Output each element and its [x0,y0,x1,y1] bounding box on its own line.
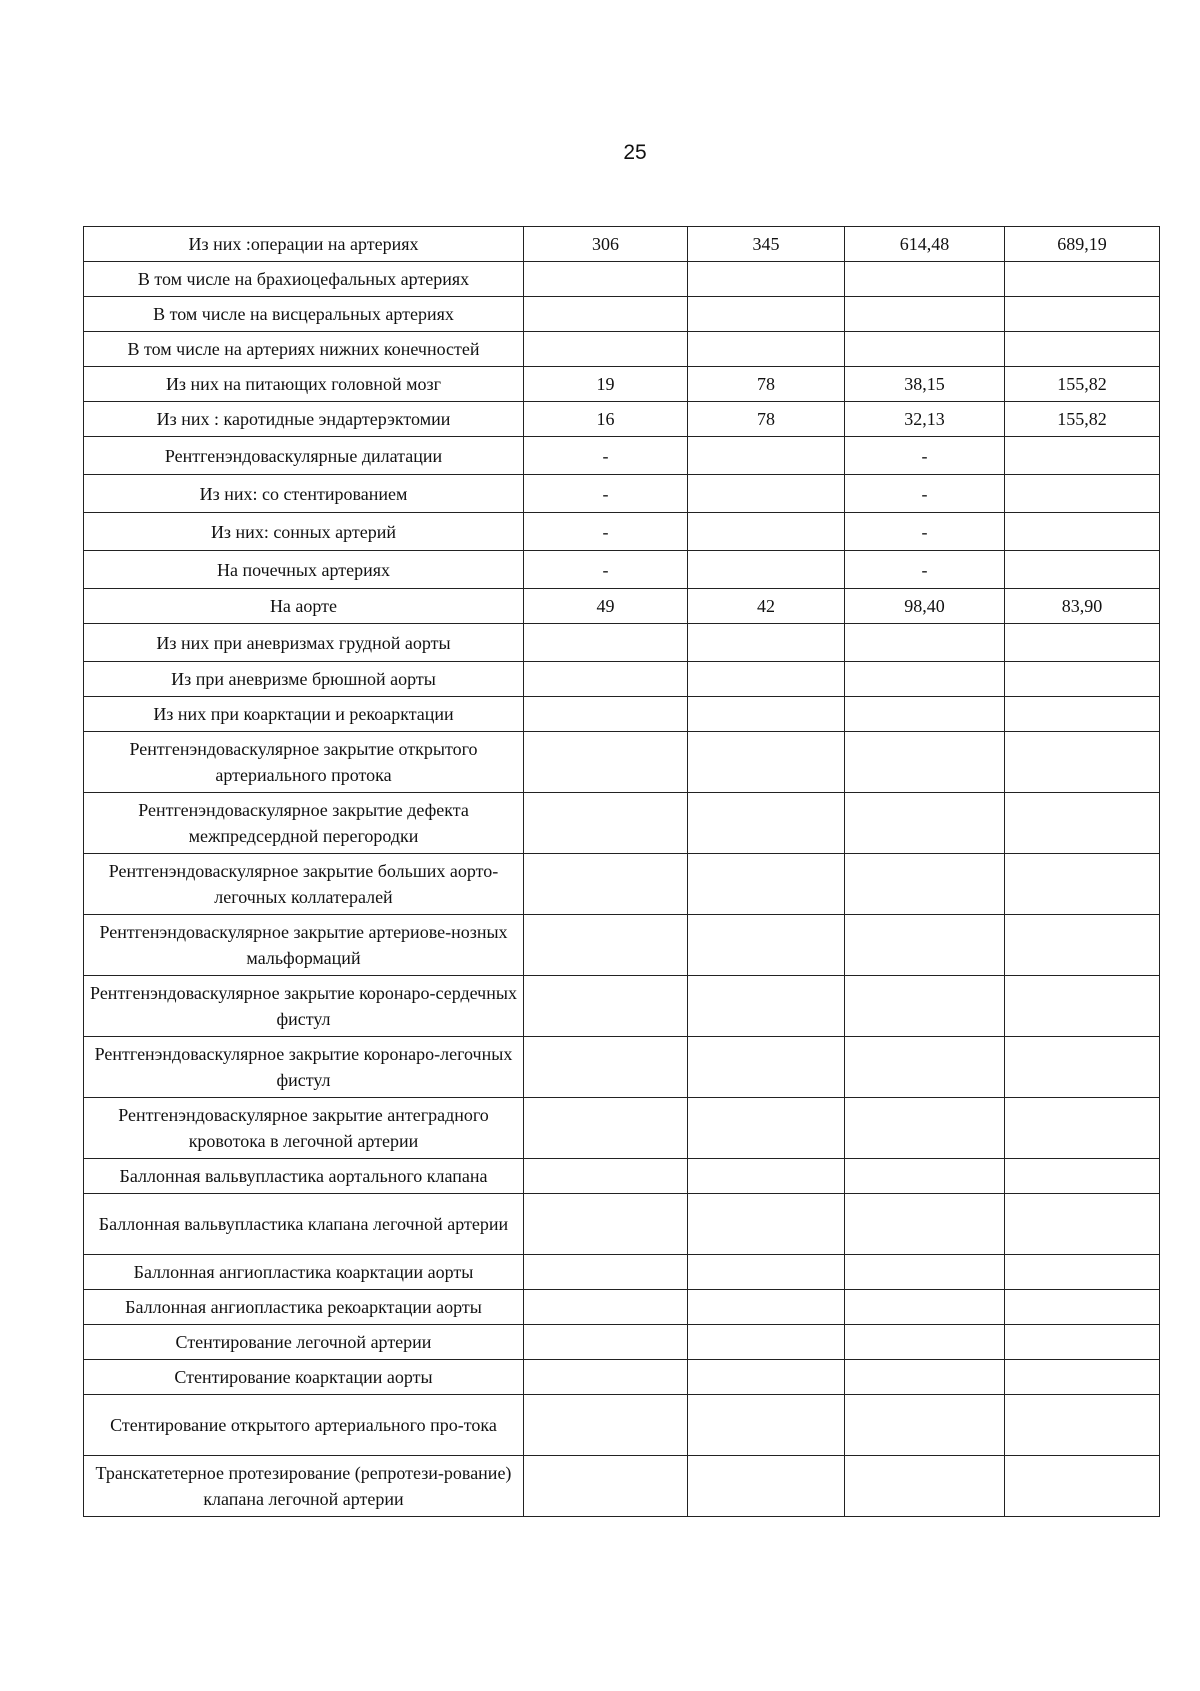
cell-value [845,915,1005,976]
cell-value [845,1194,1005,1255]
cell-value [845,624,1005,662]
table-row [84,793,1160,854]
table-row [84,589,1160,624]
cell-value [688,697,845,732]
table-row [84,662,1160,697]
cell-value [688,854,845,915]
cell-value [845,297,1005,332]
cell-value: - [845,513,1005,551]
cell-value: 155,82 [1005,402,1160,437]
row-label: Рентгенэндоваскулярные дилатации [84,437,524,475]
cell-value [1005,1290,1160,1325]
cell-value [845,662,1005,697]
row-label: Из них на питающих головной мозг [84,367,524,402]
cell-value [1005,1395,1160,1456]
cell-value [1005,1098,1160,1159]
cell-value [845,793,1005,854]
row-label: Баллонная ангиопластика рекоарктации аорты [84,1290,524,1325]
table-row [84,402,1160,437]
cell-value: - [845,551,1005,589]
row-label: Из них при коарктации и рекоарктации [84,697,524,732]
table-row [84,1360,1160,1395]
cell-value [688,1456,845,1517]
table-row [84,976,1160,1037]
cell-value [845,1395,1005,1456]
table-row [84,367,1160,402]
table-row [84,1290,1160,1325]
table-row [84,1395,1160,1456]
cell-value [688,551,845,589]
cell-value [1005,662,1160,697]
cell-value [688,793,845,854]
cell-value [688,1325,845,1360]
cell-value [1005,1194,1160,1255]
cell-value: - [845,437,1005,475]
cell-value [524,1290,688,1325]
cell-value [688,1360,845,1395]
cell-value [1005,1325,1160,1360]
table-row [84,697,1160,732]
table-row [84,475,1160,513]
cell-value [688,1098,845,1159]
cell-value [1005,1159,1160,1194]
row-label: Баллонная ангиопластика коарктации аорты [84,1255,524,1290]
cell-value [1005,551,1160,589]
cell-value [524,793,688,854]
cell-value: 42 [688,589,845,624]
row-label: Рентгенэндоваскулярное закрытие дефекта межпредсердной перегородки [84,793,524,854]
cell-value [524,915,688,976]
row-label: Рентгенэндоваскулярное закрытие больших аорто-легочных коллатералей [84,854,524,915]
cell-value [524,1325,688,1360]
cell-value: 345 [688,227,845,262]
cell-value [1005,624,1160,662]
row-label: В том числе на брахиоцефальных артериях [84,262,524,297]
cell-value [688,662,845,697]
cell-value [524,1159,688,1194]
cell-value [1005,1360,1160,1395]
cell-value [1005,475,1160,513]
table-row [84,332,1160,367]
cell-value [845,854,1005,915]
row-label: Транскатетерное протезирование (репротези-рование) клапана легочной артерии [84,1456,524,1517]
cell-value: 614,48 [845,227,1005,262]
cell-value [845,1325,1005,1360]
cell-value [524,1456,688,1517]
cell-value [524,1255,688,1290]
cell-value [524,1360,688,1395]
cell-value: - [845,475,1005,513]
cell-value: 83,90 [1005,589,1160,624]
cell-value: 49 [524,589,688,624]
row-label: Стентирование открытого артериального про-тока [84,1395,524,1456]
table-row [84,262,1160,297]
cell-value [524,854,688,915]
table-row [84,1456,1160,1517]
cell-value: 32,13 [845,402,1005,437]
cell-value [524,1037,688,1098]
cell-value [1005,437,1160,475]
cell-value [845,732,1005,793]
cell-value [1005,1037,1160,1098]
cell-value [1005,1255,1160,1290]
table-row [84,437,1160,475]
table-row [84,624,1160,662]
cell-value [688,437,845,475]
table-row [84,513,1160,551]
cell-value [845,1255,1005,1290]
row-label: На почечных артериях [84,551,524,589]
cell-value: - [524,513,688,551]
cell-value [688,915,845,976]
cell-value: - [524,551,688,589]
cell-value [1005,793,1160,854]
row-label: Рентгенэндоваскулярное закрытие коронаро-легочных фистул [84,1037,524,1098]
table-row [84,227,1160,262]
row-label: Рентгенэндоваскулярное закрытие антеградного кровотока в легочной артерии [84,1098,524,1159]
table-row [84,915,1160,976]
table-row [84,551,1160,589]
cell-value [845,1037,1005,1098]
cell-value [1005,976,1160,1037]
cell-value [688,732,845,793]
row-label: Рентгенэндоваскулярное закрытие открытого артериального протока [84,732,524,793]
row-label: Из них : каротидные эндартерэктомии [84,402,524,437]
cell-value [1005,332,1160,367]
cell-value [1005,513,1160,551]
cell-value [688,976,845,1037]
row-label: Из них: сонных артерий [84,513,524,551]
cell-value [688,1159,845,1194]
cell-value [524,1098,688,1159]
cell-value [524,662,688,697]
table-row [84,732,1160,793]
row-label: Рентгенэндоваскулярное закрытие артериове-нозных мальформаций [84,915,524,976]
cell-value [688,513,845,551]
cell-value [845,1360,1005,1395]
cell-value: 19 [524,367,688,402]
row-label: Из них при аневризмах грудной аорты [84,624,524,662]
cell-value: 689,19 [1005,227,1160,262]
page-number: 25 [623,141,647,164]
row-label: В том числе на висцеральных артериях [84,297,524,332]
cell-value [845,1290,1005,1325]
row-label: На аорте [84,589,524,624]
table-row [84,1255,1160,1290]
cell-value [845,1159,1005,1194]
cell-value [845,976,1005,1037]
cell-value [1005,297,1160,332]
cell-value [1005,854,1160,915]
table-row [84,1037,1160,1098]
cell-value [845,1456,1005,1517]
row-label: Стентирование легочной артерии [84,1325,524,1360]
cell-value: - [524,437,688,475]
cell-value: 98,40 [845,589,1005,624]
cell-value: 16 [524,402,688,437]
cell-value [688,475,845,513]
cell-value [524,1194,688,1255]
cell-value [688,1255,845,1290]
cell-value [845,697,1005,732]
cell-value [845,1098,1005,1159]
cell-value [524,297,688,332]
cell-value: 78 [688,367,845,402]
cell-value [688,297,845,332]
row-label: Из при аневризме брюшной аорты [84,662,524,697]
cell-value: 38,15 [845,367,1005,402]
row-label: Рентгенэндоваскулярное закрытие коронаро-сердечных фистул [84,976,524,1037]
cell-value [688,262,845,297]
row-label: Из них :операции на артериях [84,227,524,262]
table-row [84,1194,1160,1255]
cell-value [524,262,688,297]
cell-value: 306 [524,227,688,262]
cell-value [1005,915,1160,976]
cell-value [524,976,688,1037]
cell-value [524,697,688,732]
row-label: Баллонная вальвупластика клапана легочной артерии [84,1194,524,1255]
cell-value [845,262,1005,297]
cell-value [524,624,688,662]
row-label: Баллонная вальвупластика аортального клапана [84,1159,524,1194]
table-row [84,1325,1160,1360]
table-row [84,854,1160,915]
row-label: Из них: со стентированием [84,475,524,513]
table-row [84,1159,1160,1194]
table-row [84,1098,1160,1159]
cell-value [524,1395,688,1456]
cell-value [1005,697,1160,732]
row-label: В том числе на артериях нижних конечностей [84,332,524,367]
cell-value [1005,262,1160,297]
cell-value: 155,82 [1005,367,1160,402]
cell-value [688,1194,845,1255]
cell-value: 78 [688,402,845,437]
report-table [83,226,1160,1517]
cell-value: - [524,475,688,513]
cell-value [845,332,1005,367]
cell-value [688,624,845,662]
cell-value [688,332,845,367]
cell-value [1005,1456,1160,1517]
cell-value [524,732,688,793]
table-row [84,297,1160,332]
cell-value [688,1037,845,1098]
cell-value [688,1290,845,1325]
row-label: Стентирование коарктации аорты [84,1360,524,1395]
cell-value [688,1395,845,1456]
cell-value [524,332,688,367]
cell-value [1005,732,1160,793]
